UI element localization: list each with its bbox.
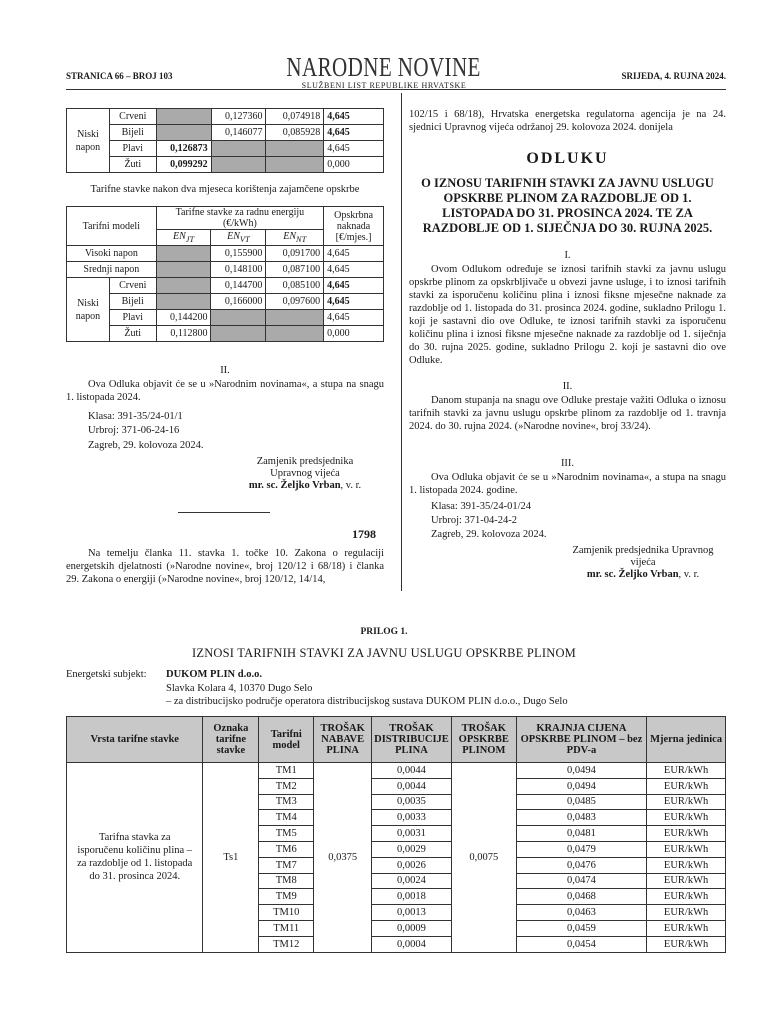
table-row — [67, 109, 384, 125]
fee-cell: 4,645 — [324, 109, 384, 125]
fee-cell: 4,645 — [324, 125, 384, 141]
final-price-cell: 0,0479 — [516, 841, 646, 857]
unit-cell: EUR/kWh — [647, 778, 726, 794]
masthead-subtitle: SLUŽBENI LIST REPUBLIKE HRVATSKE — [301, 81, 467, 90]
en-nt-cell — [266, 141, 324, 157]
table-row — [67, 125, 384, 141]
en-vt-cell — [211, 141, 266, 157]
unit-cell: EUR/kWh — [647, 857, 726, 873]
fee-cell: 0,000 — [324, 157, 384, 173]
distribution-cost-cell: 0,0044 — [372, 763, 452, 779]
header-models: Tarifni modeli — [67, 207, 157, 246]
row-label: Žuti — [109, 157, 156, 173]
energy-subject: Energetski subjekt: DUKOM PLIN d.o.o. Slavka Kolara 4, 10370 Dugo Selo – za distribucijsko područje operatora distribucijskog sustava DUKOM PLIN d.o.o., Dugo Selo — [66, 669, 568, 707]
table-row: Srednji napon 0,148100 0,087100 4,645 — [67, 262, 384, 278]
en-nt-cell: 0,085928 — [266, 125, 324, 141]
unit-cell: EUR/kWh — [647, 826, 726, 842]
final-price-cell: 0,0476 — [516, 857, 646, 873]
header-en-jt: $EN_{JT}$ — [156, 230, 211, 246]
en-jt-cell — [156, 109, 211, 125]
en-nt-cell: 0,074918 — [266, 109, 324, 125]
tariff-model-cell: TM8 — [259, 873, 314, 889]
tariff-model-cell: TM5 — [259, 826, 314, 842]
supply-cost-cell: 0,0075 — [451, 763, 516, 953]
en-jt-cell: 0,126873 — [156, 141, 211, 157]
decision-title: O IZNOSU TARIFNIH STAVKI ZA JAVNU USLUGU OPSKRBE PLINOM ZA RAZDOBLJE OD 1. LISTOPADA DO 31. PROSINCA 2024. TE ZA RAZDOBLJE OD 1. SIJEČNJA DO 30. RUJNA 2025. — [421, 176, 714, 235]
section-iii-text: Ova Odluka objavit će se u »Narodnim novinama«, a stupa na snagu 1. listopada 2024. godine. — [409, 472, 726, 496]
klasa-left: Klasa: 391-35/24-01/1 — [88, 411, 183, 422]
final-price-cell: 0,0474 — [516, 873, 646, 889]
signature-left: Zamjenik predsjednika Upravnog vijeća mr. sc. Željko Vrban, v. r. — [248, 456, 362, 491]
distribution-cost-cell: 0,0026 — [372, 857, 452, 873]
column-header: Tarifni model — [259, 717, 314, 763]
tariff-model-cell: TM1 — [259, 763, 314, 779]
final-price-cell: 0,0481 — [516, 826, 646, 842]
document-number: 1798 — [352, 527, 376, 541]
unit-cell: EUR/kWh — [647, 920, 726, 936]
tariff-code-cell: Ts1 — [203, 763, 259, 953]
urbroj-right: Urbroj: 371-04-24-2 — [431, 515, 518, 526]
section-ii-text-right: Danom stupanja na snagu ove Odluke prestaje važiti Odluka o iznosu tarifnih stavki za javnu uslugu opskrbe plinom za razdoblje od 1. travnja 2024. do 30. rujna 2024. (»Narodne novine«, broj 33/24). — [409, 395, 726, 432]
unit-cell: EUR/kWh — [647, 936, 726, 952]
distribution-cost-cell: 0,0044 — [372, 778, 452, 794]
gas-purchase-cost-cell: 0,0375 — [314, 763, 372, 953]
table-row: Bijeli 0,166000 0,097600 4,645 — [67, 294, 384, 310]
distribution-cost-cell: 0,0035 — [372, 794, 452, 810]
unit-cell: EUR/kWh — [647, 841, 726, 857]
en-vt-cell: 0,127360 — [211, 109, 266, 125]
distribution-cost-cell: 0,0004 — [372, 936, 452, 952]
signature-right: Zamjenik predsjednika Upravnog vijeća mr. sc. Željko Vrban, v. r. — [572, 545, 714, 580]
fee-cell: 4,645 — [324, 141, 384, 157]
final-price-cell: 0,0468 — [516, 889, 646, 905]
annex-title: IZNOSI TARIFNIH STAVKI ZA JAVNU USLUGU OPSKRBE PLINOM — [192, 646, 576, 660]
section-i-text: Ovom Odlukom određuje se iznosi tarifnih stavki za javnu uslugu opskrbe plinom za opskrbljivače u obvezi javne usluge, i to iznosi tarifnih stavki za isporučenu količinu plina i iznosi fiksne mjesečne naknade za razdoblje od 1. listopada do 31. prosinca 2024. godine, sukladno Prilogu 1. koji je sastavni dio ove Odluke, te iznosi tarifnih stavki za isporučenu količinu plina i iznosi fiksne mjesečne naknade za razdoblje od 1. siječnja do 30. rujna 2025. godine, sukladno Prilogu 2. koji je sastavni dio ove Odluke. — [409, 264, 726, 366]
section-ii-text-left: Ova Odluka objavit će se u »Narodnim novinama«, a stupa na snagu 1. listopada 2024. — [66, 379, 384, 403]
tariff-model-cell: TM3 — [259, 794, 314, 810]
unit-cell: EUR/kWh — [647, 763, 726, 779]
issue-date-header: SRIJEDA, 4. RUJNA 2024. — [621, 71, 726, 81]
unit-cell: EUR/kWh — [647, 873, 726, 889]
en-nt-cell — [266, 157, 324, 173]
section-ii-heading-right: II. — [562, 381, 573, 392]
preamble-text: Na temelju članka 11. stavka 1. točke 10. Zakona o regulaciji energetskih djelatnosti (»Narodne novine«, broj 120/12 i 68/18) i članka 29. Zakona o energiji (»Narodne novine«, broj 120/12, 14/14, — [66, 548, 384, 585]
section-ii-heading-left: II. — [220, 365, 230, 376]
tariff-model-cell: TM9 — [259, 889, 314, 905]
final-price-cell: 0,0463 — [516, 905, 646, 921]
tariff-type-cell: Tarifna stavka za isporučenu količinu plina – za razdoblje od 1. listopada do 31. prosinca 2024. — [67, 763, 203, 953]
tariff-table-after-two-months — [66, 206, 384, 342]
column-header: TROŠAK NABAVE PLINA — [314, 717, 372, 763]
klasa-right: Klasa: 391-35/24-01/24 — [431, 501, 532, 512]
en-vt-cell: 0,146077 — [211, 125, 266, 141]
final-price-cell: 0,0459 — [516, 920, 646, 936]
unit-cell: EUR/kWh — [647, 794, 726, 810]
group-label: Niski napon — [67, 109, 110, 173]
preamble-continued: 102/15 i 68/18), Hrvatska energetska regulatorna agencija je na 24. sjednici Upravnog vijeća održanoj 29. kolovoza 2024. donijela — [409, 109, 726, 133]
table-row: Plavi 0,144200 4,645 — [67, 310, 384, 326]
distribution-cost-cell: 0,0009 — [372, 920, 452, 936]
tariff-model-cell: TM12 — [259, 936, 314, 952]
date-left: Zagreb, 29. kolovoza 2024. — [88, 440, 204, 451]
distribution-cost-cell: 0,0018 — [372, 889, 452, 905]
masthead-title: NARODNE NOVINE — [286, 52, 482, 82]
header-rates: Tarifne stavke za radnu energiju (€/kWh) — [156, 207, 324, 230]
table-row: Niski napon Crveni 0,144700 0,085100 4,645 — [67, 278, 384, 294]
unit-cell: EUR/kWh — [647, 889, 726, 905]
en-jt-cell: 0,099292 — [156, 157, 211, 173]
final-price-cell: 0,0485 — [516, 794, 646, 810]
tariff-model-cell: TM10 — [259, 905, 314, 921]
row-label: Crveni — [109, 109, 156, 125]
annex-label: PRILOG 1. — [360, 627, 408, 637]
row-label: Plavi — [109, 141, 156, 157]
header-en-vt: $EN_{VT}$ — [211, 230, 266, 246]
distribution-cost-cell: 0,0031 — [372, 826, 452, 842]
final-price-cell: 0,0483 — [516, 810, 646, 826]
decision-heading: ODLUKU — [526, 150, 609, 167]
table-row: Visoki napon 0,155900 0,091700 4,645 — [67, 246, 384, 262]
tariff-model-cell: TM11 — [259, 920, 314, 936]
column-header: Vrsta tarifne stavke — [67, 717, 203, 763]
table-row — [67, 763, 726, 779]
final-price-cell: 0,0454 — [516, 936, 646, 952]
header-rule — [66, 89, 726, 90]
table2-caption: Tarifne stavke nakon dva mjeseca korištenja zajamčene opskrbe — [90, 184, 360, 195]
tariff-table-continued — [66, 108, 384, 173]
row-label: Bijeli — [109, 125, 156, 141]
column-header: KRAJNJA CIJENA OPSKRBE PLINOM – bez PDV-a — [516, 717, 646, 763]
column-header: Oznaka tarifne stavke — [203, 717, 259, 763]
section-iii-heading: III. — [560, 458, 575, 469]
final-price-cell: 0,0494 — [516, 778, 646, 794]
header-en-nt: $EN_{NT}$ — [266, 230, 324, 246]
unit-cell: EUR/kWh — [647, 810, 726, 826]
tariff-model-cell: TM2 — [259, 778, 314, 794]
header-fee: Opskrbna naknada [€/mjes.] — [324, 207, 384, 246]
unit-cell: EUR/kWh — [647, 905, 726, 921]
tariff-model-cell: TM6 — [259, 841, 314, 857]
page-number-header: STRANICA 66 – BROJ 103 — [66, 71, 173, 81]
table-row — [67, 157, 384, 173]
distribution-cost-cell: 0,0029 — [372, 841, 452, 857]
separator-line — [178, 512, 270, 513]
final-price-cell: 0,0494 — [516, 763, 646, 779]
table-row — [67, 141, 384, 157]
en-vt-cell — [211, 157, 266, 173]
distribution-cost-cell: 0,0033 — [372, 810, 452, 826]
column-header: TROŠAK OPSKRBE PLINOM — [451, 717, 516, 763]
date-right: Zagreb, 29. kolovoza 2024. — [431, 529, 547, 540]
tariff-model-cell: TM7 — [259, 857, 314, 873]
section-i-heading: I. — [564, 250, 571, 261]
distribution-cost-cell: 0,0013 — [372, 905, 452, 921]
annex-tariff-table — [66, 716, 726, 953]
tariff-model-cell: TM4 — [259, 810, 314, 826]
column-divider — [401, 93, 402, 591]
column-header: TROŠAK DISTRIBUCIJE PLINA — [372, 717, 452, 763]
en-jt-cell — [156, 125, 211, 141]
table-row: Žuti 0,112800 0,000 — [67, 326, 384, 342]
urbroj-left: Urbroj: 371-06-24-16 — [88, 425, 180, 436]
column-header: Mjerna jedinica — [647, 717, 726, 763]
group-label: Niski napon — [67, 278, 110, 342]
distribution-cost-cell: 0,0024 — [372, 873, 452, 889]
